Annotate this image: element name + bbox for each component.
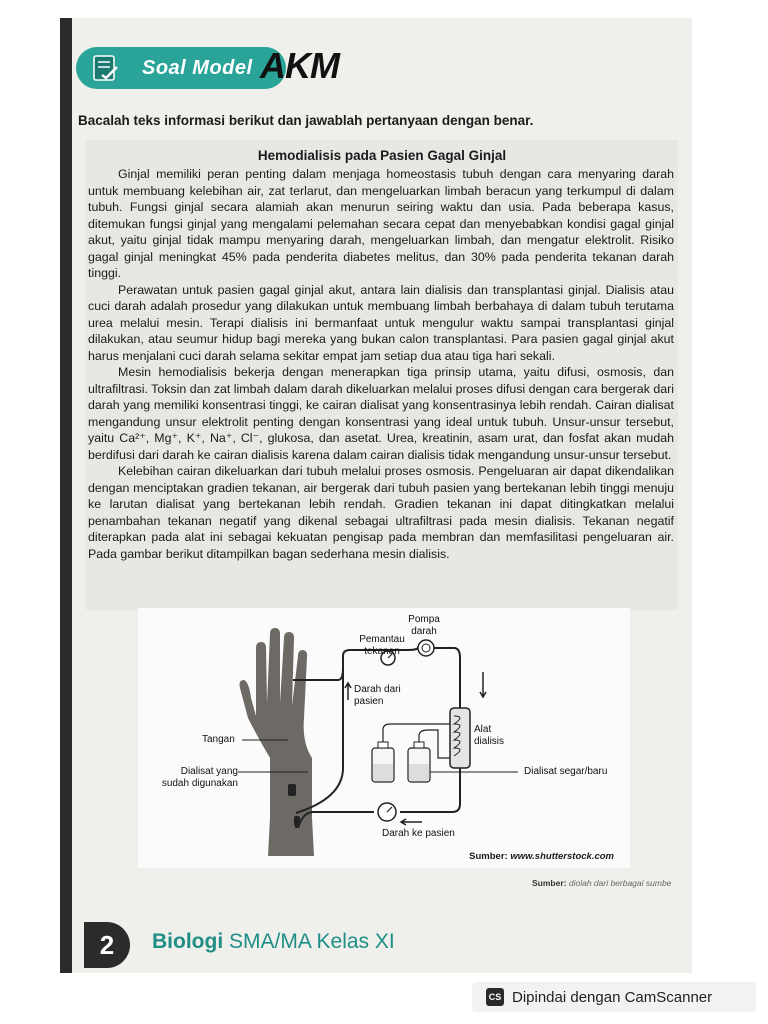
instruction-text: Bacalah teks informasi berikut dan jawablah pertanyaan dengan benar.	[78, 113, 534, 128]
akm-title: AKM	[260, 45, 339, 86]
book-title	[152, 930, 395, 954]
label-alat-dialisis: Alat dialisis	[474, 724, 505, 747]
soal-model-badge	[76, 47, 286, 89]
label-tangan: Tangan	[202, 734, 235, 745]
blood-pump	[418, 640, 434, 656]
book-subject: Biologi	[152, 930, 224, 953]
arrow-down-icon	[480, 672, 486, 697]
paragraph-3: Mesin hemodialisis bekerja dengan menerapkan tiga prinsip utama, yaitu difusi, osmosis, dan ultrafiltrasi. Toksin dan zat limbah dalam darah dikeluarkan melalui proses difusi dengan cara bergerak dari darah yang memiliki konsentrasi tinggi, ke cairan dialisat yang konsentrasinya lebih rendah. Cairan dialisat mengandung unsur elektrolit penting dengan konsentrasi yang ideal untuk tubuh. Unsur-unsur tersebut, yaitu Ca²⁺, Mg⁺, K⁺, Na⁺, Cl⁻, glukosa, dan asetat. Urea, kreatinin, asam urat, dan fosfat akan mudah berdifusi dari darah ke cairan dialisis karena dalam cairan dialisis tidak mengandung unsur-unsur tersebut.	[88, 365, 674, 462]
page-source: Sumber: diolah dari berbagai sumbe	[532, 878, 672, 888]
page-number: 2	[84, 922, 130, 968]
label-dialisat-digunakan: Dialisat yang sudah digunakan	[161, 766, 238, 789]
paragraph-2: Perawatan untuk pasien gagal ginjal akut, antara lain dialisis dan transplantasi ginjal. Dialisis atau cuci darah adalah prosedur yang dilakukan untuk membuang limbah berbahaya di dalam tubuh terutama urea melalui mesin. Terapi dialisis ini bermanfaat untuk mengulur waktu sampai transplantasi ginjal dilakukan, atau seumur hidup bagi mereka yang bukan calon transplantasi. Para pasien gagal ginjal akut harus menjalani cuci darah selama sekitar empat jam setiap dua atau tiga hari sekali.	[88, 282, 674, 363]
tube-pump-to-dialyzer	[434, 648, 460, 708]
checklist-icon	[90, 53, 120, 83]
hand-illustration	[240, 628, 315, 856]
badge-label: Soal Model	[142, 57, 253, 79]
label-darah-dari-pasien: Darah dari pasien	[354, 684, 401, 707]
camscanner-text: Dipindai dengan CamScanner	[512, 989, 713, 1006]
paragraph-1: Ginjal memiliki peran penting dalam menjaga homeostasis tubuh dengan cara menyaring darah untuk membuang kelebihan air, zat terlarut, dan mengeluarkan limbah beracun yang terkumpul di dalam tubuh. Fungsi ginjal secara alamiah akan menurun seiring waktu dan usia. Pada beberapa kasus, ditemukan fungsi ginjal yang mengalami pelemahan secara cepat dan menyebabkan kondisi gagal ginjal akut, yaitu ginjal tidak mampu menyaring darah, mengeluarkan limbah, dan mengatur elektrolit. Risiko gagal ginjal meningkat 45% pada penderita diabetes melitus, dan 30% pada penderita tekanan darah tinggi.	[88, 167, 674, 280]
label-pemantau-tekanan: Pemantau tekanan	[359, 634, 405, 657]
article-body	[88, 166, 674, 562]
label-darah-ke-pasien: Darah ke pasien	[382, 828, 455, 839]
book-class: SMA/MA Kelas XI	[229, 930, 395, 953]
camscanner-watermark	[472, 982, 756, 1012]
section-header	[72, 45, 372, 95]
paragraph-4: Kelebihan cairan dikeluarkan dari tubuh melalui proses osmosis. Pengeluaran air dapat dikendalikan dengan menciptakan gradien tekanan, air bergerak dari tubuh pasien yang bertekanan lebih tinggi menuju ke larutan dialisat yang bertekanan lebih rendah. Gradien tekanan ini dapat ditingkatkan melalui penambahan tekanan negatif yang dikenal sebagai ultrafiltrasi pada mesin dialisis. Tekanan negatif diterapkan pada alat ini sebagai kekuatan pengisap pada membran dan memfasilitasi pengeluaran air. Pada gambar berikut ditampilkan bagan sederhana mesin dialisis.	[88, 464, 674, 561]
arrow-up-icon	[345, 683, 351, 700]
camscanner-logo-icon: CS	[486, 988, 504, 1006]
dialysis-diagram	[138, 608, 630, 868]
figure-source: Sumber: www.shutterstock.com	[469, 851, 614, 862]
label-dialisat-segar: Dialisat segar/baru	[524, 766, 608, 777]
page-edge-shadow	[60, 18, 72, 973]
article-title: Hemodialisis pada Pasien Gagal Ginjal	[257, 148, 507, 163]
arrow-left-icon	[401, 819, 422, 825]
label-pompa-darah: Pompa darah	[408, 614, 440, 637]
